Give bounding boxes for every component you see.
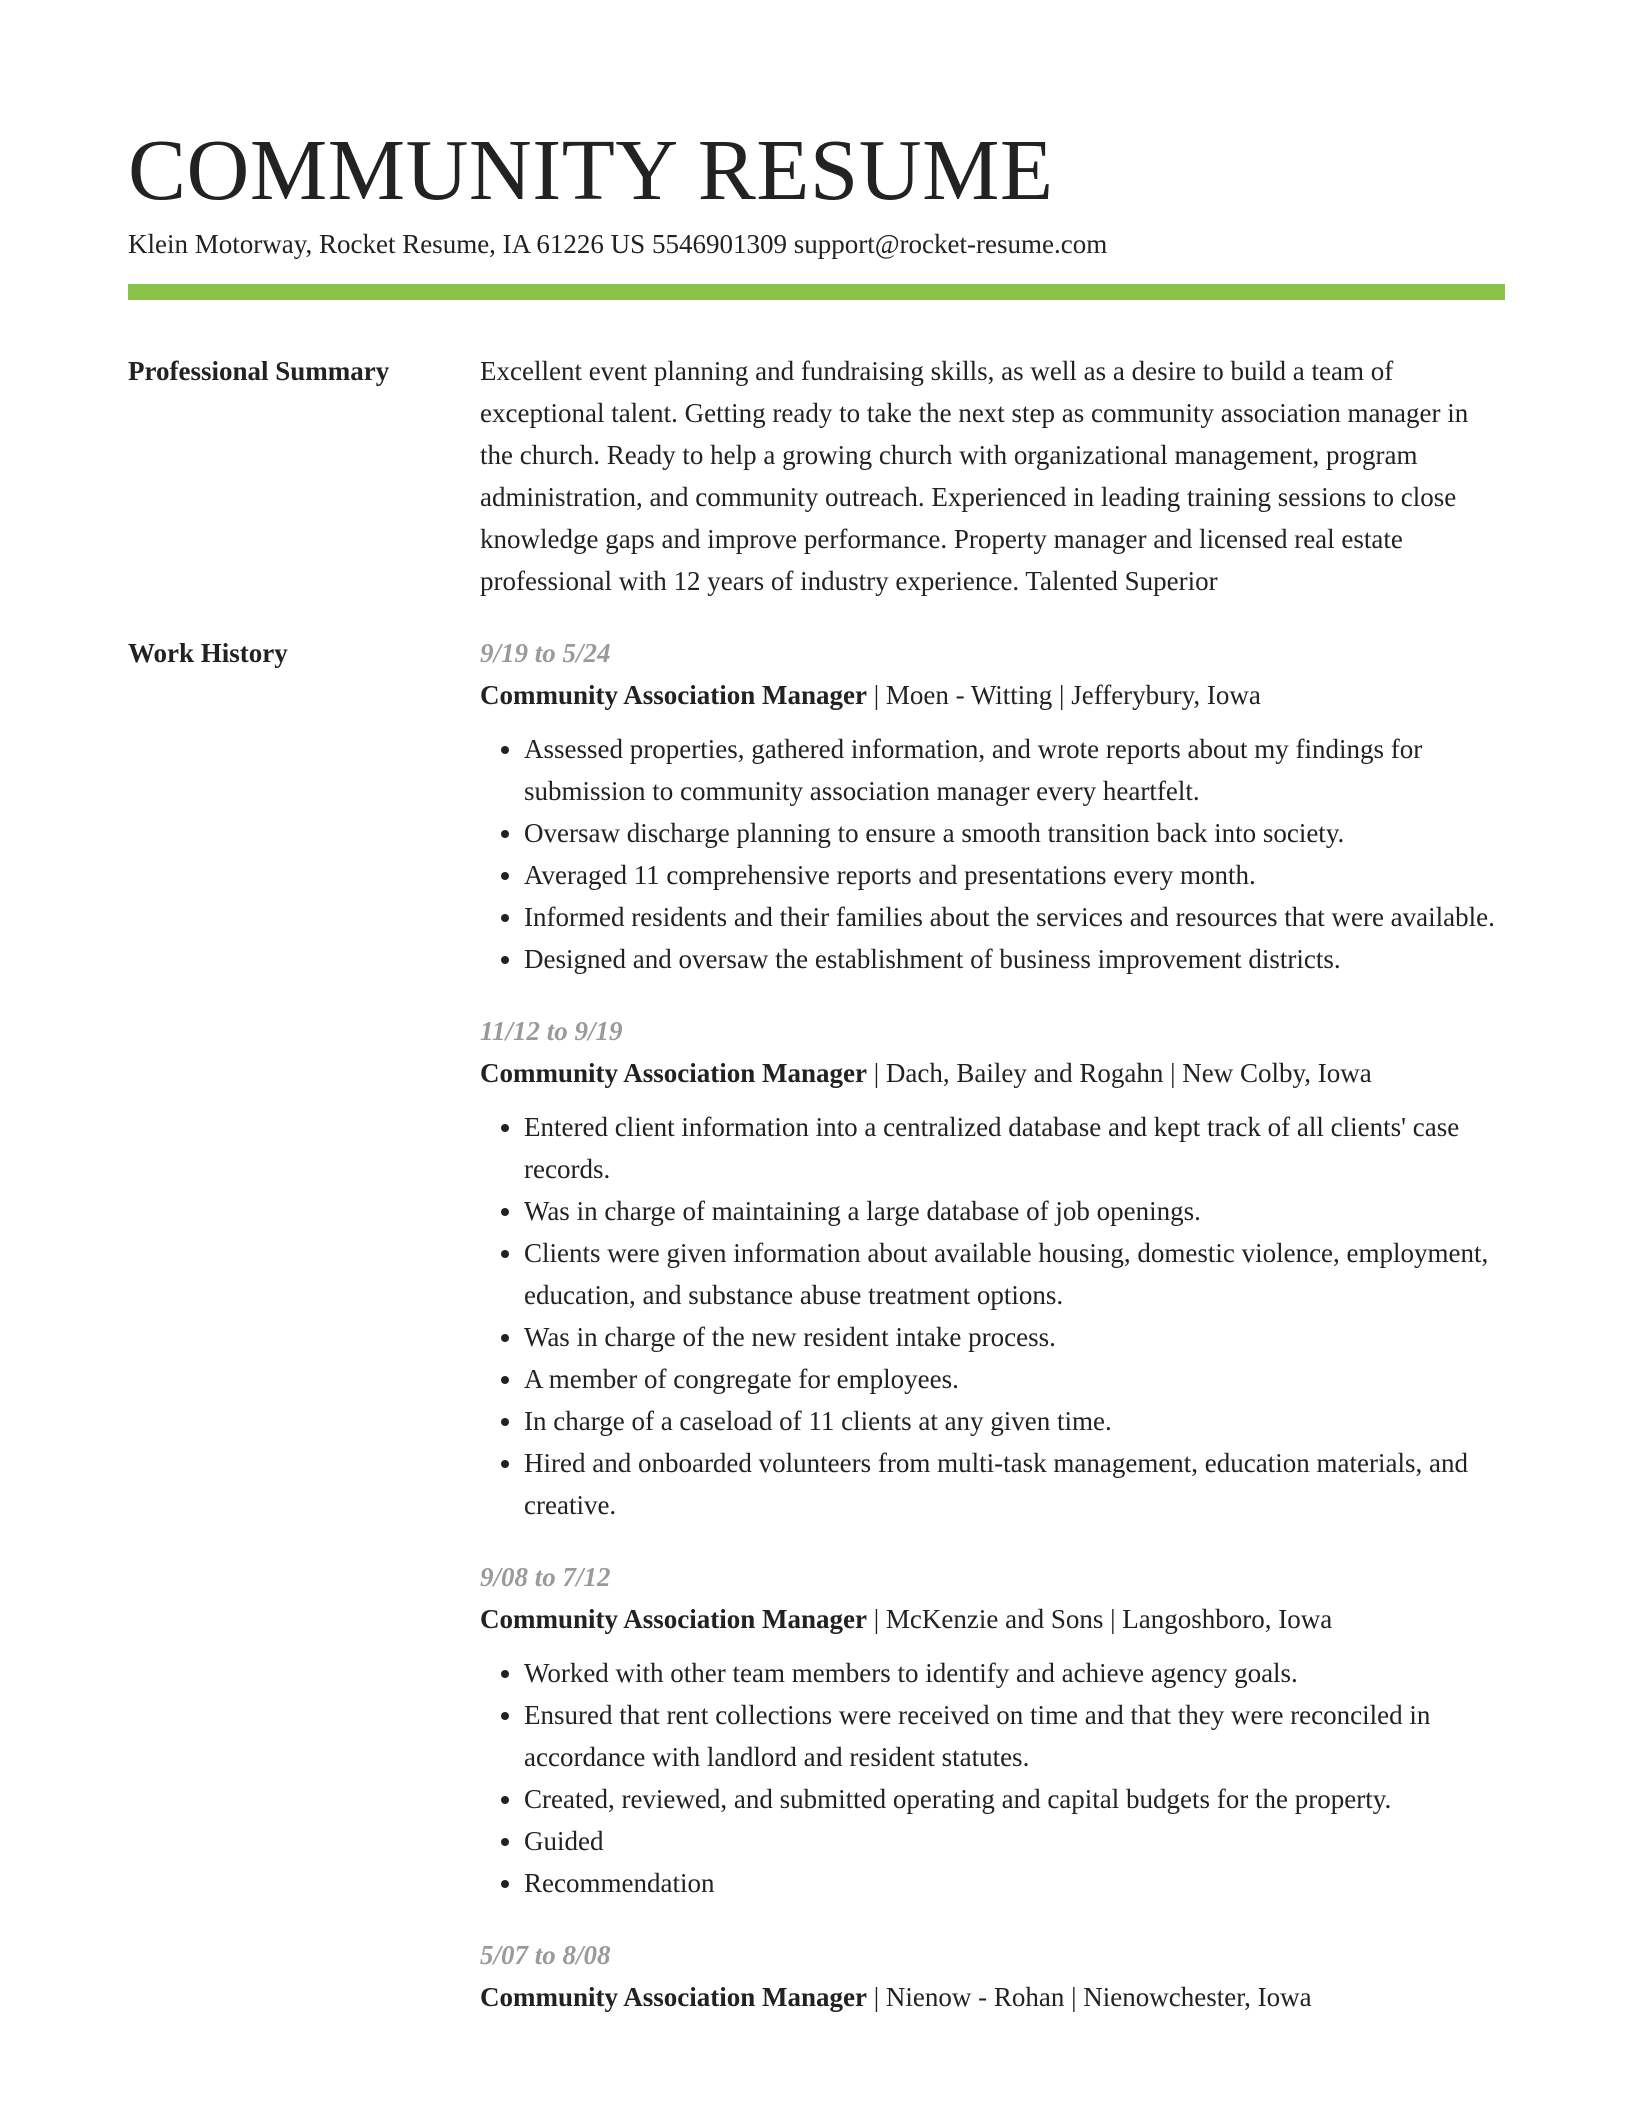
job-title: Community Association Manager: [480, 680, 867, 710]
job-employer-location: | Moen - Witting | Jefferybury, Iowa: [867, 680, 1261, 710]
work-history-list: [480, 632, 1505, 2048]
job-bullet: • A member of congregate for employees.: [524, 1358, 1505, 1400]
summary-text: Excellent event planning and fundraising skills, as well as a desire to build a team of exceptional talent. Getting ready to take the next step as community association manager in the church. Ready to help a growing church with organizational management, program administration, and community outreach. Experienced in leading training sessions to close knowledge gaps and improve performance. Property manager and licensed real estate professional with 12 years of industry experience. Talented Superior: [480, 356, 1469, 596]
job-bullet: • Entered client information into a centralized database and kept track of all clients' case records.: [524, 1106, 1505, 1190]
job-bullet: • In charge of a caseload of 11 clients at any given time.: [524, 1400, 1505, 1442]
job-dates: 9/08 to 7/12: [480, 1562, 611, 1592]
job-title: Community Association Manager: [480, 1058, 867, 1088]
job-bullet-list: [480, 728, 1505, 980]
job-entry: [480, 632, 1505, 980]
job-title: Community Association Manager: [480, 1604, 867, 1634]
job-dates: 5/07 to 8/08: [480, 1940, 611, 1970]
job-title-line: [480, 674, 1505, 716]
section-heading-work-history: Work History: [128, 638, 288, 668]
job-title-line: [480, 1052, 1505, 1094]
job-bullet: • Created, reviewed, and submitted operating and capital budgets for the property.: [524, 1778, 1505, 1820]
job-title-line: [480, 1976, 1505, 2018]
job-bullet: • Was in charge of maintaining a large database of job openings.: [524, 1190, 1505, 1232]
resume-page: [128, 0, 1505, 2048]
job-employer-location: | Dach, Bailey and Rogahn | New Colby, Iowa: [867, 1058, 1372, 1088]
job-bullet: • Ensured that rent collections were received on time and that they were reconciled in accordance with landlord and resident statutes.: [524, 1694, 1505, 1778]
job-bullet: • Was in charge of the new resident intake process.: [524, 1316, 1505, 1358]
job-employer-location: | Nienow - Rohan | Nienowchester, Iowa: [867, 1982, 1312, 2012]
job-bullet: • Recommendation: [524, 1862, 1505, 1904]
professional-summary-section: [128, 350, 1505, 602]
job-dates: 11/12 to 9/19: [480, 1016, 623, 1046]
job-dates: 9/19 to 5/24: [480, 638, 611, 668]
job-bullet: • Designed and oversaw the establishment of business improvement districts.: [524, 938, 1505, 980]
job-bullet: • Averaged 11 comprehensive reports and presentations every month.: [524, 854, 1505, 896]
resume-name: COMMUNITY RESUME: [128, 121, 1054, 218]
work-history-section: [128, 632, 1505, 2048]
job-bullet: • Assessed properties, gathered information, and wrote reports about my findings for submission to community association manager every heartfelt.: [524, 728, 1505, 812]
job-bullet: • Informed residents and their families about the services and resources that were available.: [524, 896, 1505, 938]
job-entry: [480, 1556, 1505, 1904]
job-entry: [480, 1010, 1505, 1526]
job-bullet: • Guided: [524, 1820, 1505, 1862]
job-bullet: • Clients were given information about available housing, domestic violence, employment, education, and substance abuse treatment options.: [524, 1232, 1505, 1316]
job-employer-location: | McKenzie and Sons | Langoshboro, Iowa: [867, 1604, 1333, 1634]
job-bullet-list: [480, 1106, 1505, 1526]
job-bullet: • Hired and onboarded volunteers from multi-task management, education materials, and creative.: [524, 1442, 1505, 1526]
section-heading-summary: Professional Summary: [128, 356, 390, 386]
job-title-line: [480, 1598, 1505, 1640]
contact-line: Klein Motorway, Rocket Resume, IA 61226 US 5546901309 support@rocket-resume.com: [128, 229, 1108, 259]
job-bullet: • Worked with other team members to identify and achieve agency goals.: [524, 1652, 1505, 1694]
job-entry: [480, 1934, 1505, 2018]
job-title: Community Association Manager: [480, 1982, 867, 2012]
job-bullet-list: [480, 1652, 1505, 1904]
job-bullet: • Oversaw discharge planning to ensure a smooth transition back into society.: [524, 812, 1505, 854]
header-divider: [128, 284, 1505, 300]
